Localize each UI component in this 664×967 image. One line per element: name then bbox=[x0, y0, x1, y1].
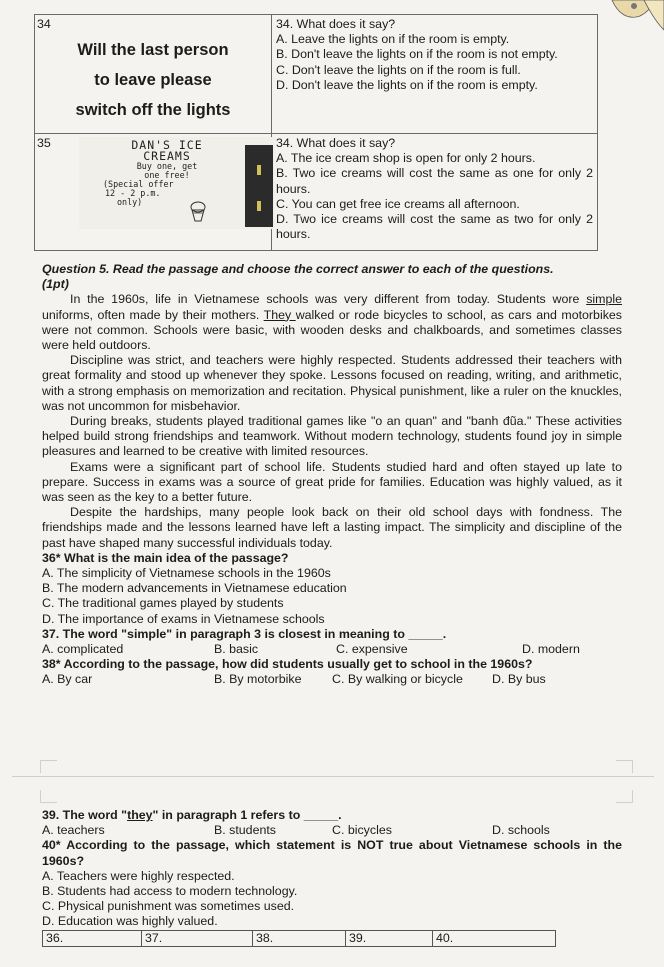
crop-mark bbox=[616, 760, 633, 773]
option-a: A. The ice cream shop is open for only 2 hours. bbox=[276, 151, 536, 166]
question-stem: 34. What does it say? bbox=[276, 136, 396, 150]
section-points: (1pt) bbox=[42, 277, 69, 292]
option-b: B. Don't leave the lights on if the room is not empty. bbox=[276, 47, 558, 62]
sign-cell bbox=[35, 15, 272, 134]
questions-continued bbox=[42, 808, 622, 947]
underlined-word: they bbox=[127, 808, 153, 822]
answer-box-40[interactable]: 40. bbox=[433, 930, 556, 946]
option-a: A. teachers bbox=[42, 823, 105, 838]
option-d: D. The importance of exams in Vietnamese schools bbox=[42, 611, 325, 626]
sign-text-block bbox=[97, 137, 237, 207]
options-cell bbox=[272, 15, 598, 134]
option-c: C. bicycles bbox=[332, 823, 392, 838]
question-37-stem: 37. The word "simple" in paragraph 3 is closest in meaning to _____. bbox=[42, 626, 447, 641]
passage-text: uniforms, often made by their mothers. bbox=[42, 307, 264, 322]
option-d: D. By bus bbox=[492, 672, 546, 687]
sign-line: to leave please bbox=[94, 71, 212, 89]
reading-section bbox=[42, 262, 622, 688]
signs-question-table bbox=[34, 14, 598, 251]
answer-box-39[interactable]: 39. bbox=[346, 930, 433, 946]
option-a: A. The simplicity of Vietnamese schools in the 1960s bbox=[42, 566, 331, 581]
sign-line: (Special offer bbox=[103, 179, 174, 189]
passage-paragraph-3: During breaks, students played traditional games like "o an quan" and "banh đũa." These activities helped build strong friendships and teamwork. Without modern technology, students found joy in simple pleasures and learned to be creative with limited resources. bbox=[42, 414, 622, 459]
sign-line: one free! bbox=[144, 170, 190, 180]
sign-cell bbox=[35, 134, 272, 251]
option-a: A. complicated bbox=[42, 642, 124, 657]
option-c: C. Don't leave the lights on if the room is full. bbox=[276, 62, 521, 77]
sign-line: 12 - 2 p.m. bbox=[105, 188, 161, 198]
answer-box-36[interactable]: 36. bbox=[43, 930, 142, 946]
question-38-options bbox=[42, 672, 622, 687]
sign-title: DAN'S ICE bbox=[131, 138, 203, 152]
question-38-stem: 38* According to the passage, how did students usually get to school in the 1960s? bbox=[42, 657, 533, 672]
answer-box-37[interactable]: 37. bbox=[142, 930, 253, 946]
passage-text: walked or rode bicycles to school, as cars and motorbikes were not common. Schools were basic, with wooden desks and chalkboards, and sometimes classes were held outdoors. bbox=[42, 307, 622, 353]
passage-paragraph-5: Despite the hardships, many people look back on their old school days with fondness. The friendships made and the lessons learned have left a lasting impact. The simplicity and discipline of the past have shaped many successful individuals today. bbox=[42, 505, 622, 550]
sign-line: Buy one, get bbox=[136, 161, 198, 171]
option-b: B. students bbox=[214, 823, 276, 838]
answer-grid bbox=[42, 930, 556, 947]
table-row bbox=[35, 15, 598, 134]
option-b: B. Students had access to modern technology. bbox=[42, 884, 298, 899]
answer-box-38[interactable]: 38. bbox=[253, 930, 346, 946]
option-c: C. You can get free ice creams all afternoon. bbox=[276, 196, 520, 211]
option-d: D. modern bbox=[522, 642, 580, 657]
page-divider bbox=[12, 776, 654, 777]
options-cell bbox=[272, 134, 598, 251]
option-c: C. Physical punishment was sometimes used. bbox=[42, 899, 295, 914]
option-d: D. Education was highly valued. bbox=[42, 914, 218, 929]
option-b: B. Two ice creams will cost the same as one for only 2 hours. bbox=[276, 166, 593, 196]
option-d: D. Don't leave the lights on if the room is empty. bbox=[276, 77, 538, 92]
question-stem: 34. What does it say? bbox=[276, 17, 396, 31]
option-b: B. By motorbike bbox=[214, 672, 302, 687]
option-c: C. By walking or bicycle bbox=[332, 672, 463, 687]
option-d: D. schools bbox=[492, 823, 550, 838]
sign-line: only) bbox=[117, 197, 143, 207]
section-heading: Question 5. Read the passage and choose the correct answer to each of the questions. bbox=[42, 262, 554, 276]
light-sign bbox=[35, 15, 271, 133]
crop-mark bbox=[616, 790, 633, 803]
ice-cream-cup-icon bbox=[189, 201, 207, 223]
crop-mark bbox=[40, 760, 57, 773]
table-row bbox=[43, 930, 556, 946]
option-a: A. Teachers were highly respected. bbox=[42, 868, 235, 883]
ice-cream-sign bbox=[79, 137, 275, 229]
passage-paragraph-4: Exams were a significant part of school life. Students studied hard and often stayed up late to prepare. Success in exams was a source of great pride for families. Education was highly valued, as it was seen as the key to a better future. bbox=[42, 459, 622, 505]
question-40-stem: 40* According to the passage, which statement is NOT true about Vietnamese schools in the 1960s? bbox=[42, 838, 622, 868]
option-b: B. The modern advancements in Vietnamese education bbox=[42, 581, 347, 596]
question-36-stem: 36* What is the main idea of the passage? bbox=[42, 550, 289, 565]
underlined-word: They bbox=[263, 307, 296, 322]
underlined-word: simple bbox=[586, 292, 622, 307]
freezer-door-icon bbox=[245, 145, 273, 227]
crop-mark bbox=[40, 790, 57, 803]
question-number: 35 bbox=[37, 136, 51, 150]
question-number: 34 bbox=[37, 17, 51, 31]
passage-text: In the 1960s, life in Vietnamese schools was very different from today. Students wore bbox=[70, 292, 587, 307]
passage-paragraph-1 bbox=[42, 292, 622, 353]
question-37-options bbox=[42, 642, 622, 657]
question-39-stem bbox=[42, 808, 622, 823]
table-row bbox=[35, 134, 598, 251]
sign-line: Will the last person bbox=[77, 41, 229, 59]
option-a: A. By car bbox=[42, 672, 93, 687]
option-a: A. Leave the lights on if the room is empty. bbox=[276, 32, 510, 47]
sign-line: switch off the lights bbox=[75, 101, 231, 119]
cartoon-decoration-icon bbox=[604, 0, 664, 40]
sign-title: CREAMS bbox=[143, 149, 191, 163]
option-d: D. Two ice creams will cost the same as two for only 2 hours. bbox=[276, 212, 593, 242]
question-39-options bbox=[42, 823, 622, 838]
option-b: B. basic bbox=[214, 642, 259, 657]
passage-paragraph-2: Discipline was strict, and teachers were highly respected. Students addressed their teachers with great formality and stood up whenever they spoke. Lessons focused on reading, writing, and arithmetic, with a strong emphasis on memorization and recitation. Physical punishment, like a ruler on the knuckles, was not uncommon for misbehavior. bbox=[42, 353, 622, 413]
option-c: C. expensive bbox=[336, 642, 408, 657]
stem-text: 39. The word " bbox=[42, 808, 128, 822]
option-c: C. The traditional games played by students bbox=[42, 596, 284, 611]
stem-text: " in paragraph 1 refers to _____. bbox=[152, 808, 342, 822]
